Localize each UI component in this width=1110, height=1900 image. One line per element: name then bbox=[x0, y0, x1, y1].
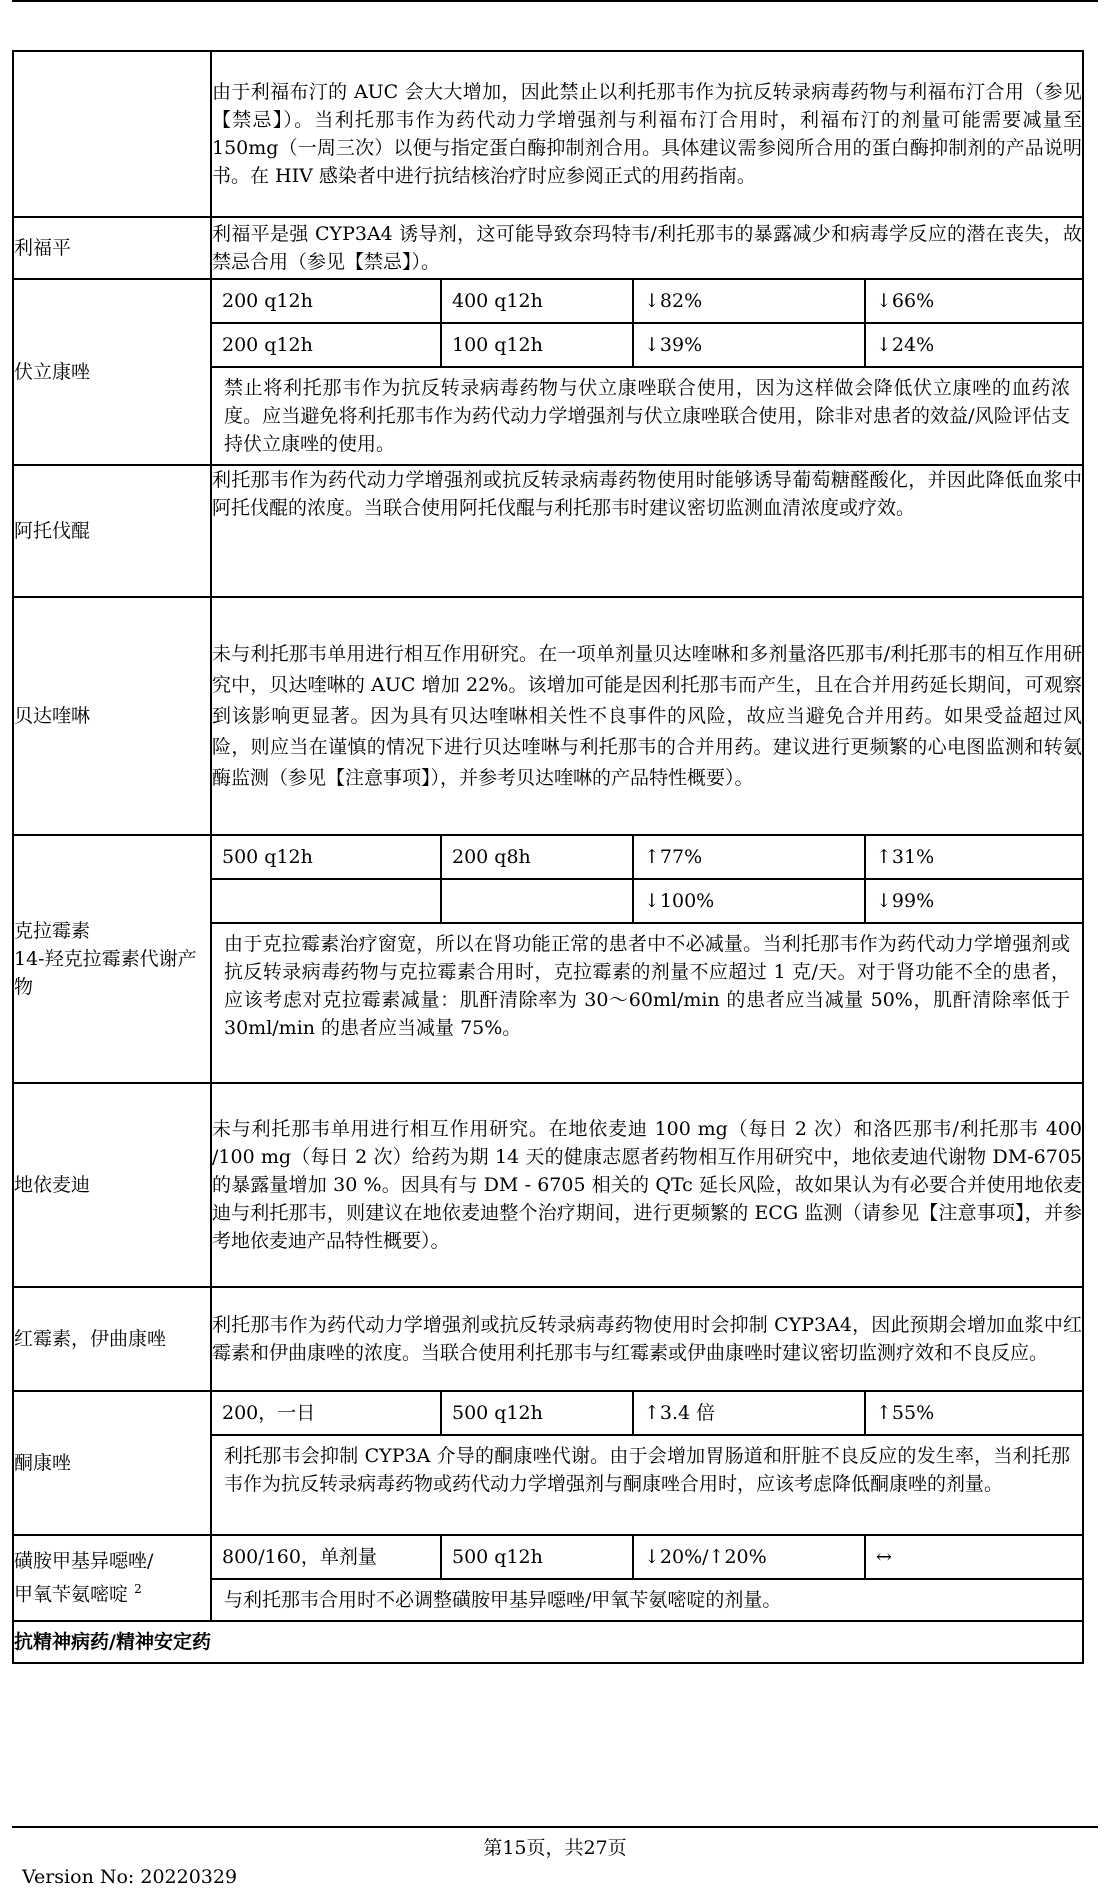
recommendation-text: 由于克拉霉素治疗窗宽，所以在肾功能正常的患者中不必减量。当利托那韦作为药代动力学增强剂或抗反转录病毒药物与克拉霉素合用时，克拉霉素的剂量不应超过 1 克/天。对于肾功能不全的患者，应该考虑对克拉霉素减量：肌酐清除率为 30～60ml/min 的患者应当减量 50%，肌酐清除率低于 30ml/min 的患者应当减量 75%。 bbox=[224, 933, 1070, 1039]
table-row bbox=[13, 1391, 1083, 1535]
cmax-change: ↑55% bbox=[876, 1402, 935, 1424]
cmax-change: ↓66% bbox=[876, 290, 935, 312]
table-row bbox=[13, 465, 1083, 597]
auc-change: ↓20%/↑20% bbox=[634, 1536, 866, 1578]
dose-coadmin bbox=[212, 880, 442, 922]
drug-name bbox=[13, 1535, 211, 1621]
drug-name-line bbox=[14, 1575, 210, 1608]
recommendation-text: 与利托那韦合用时不必调整磺胺甲基异噁唑/甲氧苄氨嘧啶的剂量。 bbox=[224, 1589, 782, 1611]
table-row bbox=[13, 835, 1083, 1083]
recommendation-text: 未与利托那韦单用进行相互作用研究。在一项单剂量贝达喹啉和多剂量洛匹那韦/利托那韦的相互作用研究中，贝达喹啉的 AUC 增加 22%。该增加可能是因利托那韦而产生，且在合并用药延长期间，可观察到该影响更显著。因为具有贝达喹啉相关性不良事件的风险，故应当避免合并用药。如果受益超过风险，则应当在谨慎的情况下进行贝达喹啉与利托那韦的合并用药。建议进行更频繁的心电图监测和转氨酶监测（参见【注意事项】），并参考贝达喹啉的产品特性概要）。 bbox=[211, 597, 1083, 835]
cmax-change: ↔ bbox=[876, 1546, 892, 1568]
drug-name-line: 14-羟克拉霉素代谢产物 bbox=[14, 948, 197, 998]
drug-name: 阿托伐醌 bbox=[13, 465, 211, 597]
table-row bbox=[13, 597, 1083, 835]
dose-coadmin: 500 q12h bbox=[212, 836, 442, 878]
recommendation-text: 利托那韦会抑制 CYP3A 介导的酮康唑代谢。由于会增加胃肠道和肝脏不良反应的发生率，当利托那韦作为抗反转录病毒药物或药代动力学增强剂与酮康唑合用时，应该考虑降低酮康唑的剂量。 bbox=[224, 1445, 1070, 1495]
auc-change: ↑77% bbox=[634, 836, 866, 878]
pk-subrow bbox=[212, 1392, 1082, 1436]
table-row bbox=[13, 51, 1083, 217]
dose-ritonavir bbox=[442, 880, 634, 922]
dose-ritonavir: 200 q8h bbox=[442, 836, 634, 878]
table-row bbox=[13, 217, 1083, 279]
dose-ritonavir: 100 q12h bbox=[442, 324, 634, 366]
drug-name: 伏立康唑 bbox=[13, 279, 211, 465]
dose-coadmin: 200 q12h bbox=[212, 324, 442, 366]
table-row bbox=[13, 1287, 1083, 1391]
footnote-ref: 2 bbox=[134, 1582, 142, 1597]
page-number: 第15页，共27页 bbox=[483, 1837, 627, 1859]
footer-rule bbox=[12, 1826, 1098, 1828]
table-row bbox=[13, 279, 1083, 465]
auc-change: ↑3.4 倍 bbox=[634, 1392, 866, 1434]
dose-coadmin: 200 q12h bbox=[212, 280, 442, 322]
recommendation-text: 由于利福布汀的 AUC 会大大增加，因此禁止以利托那韦作为抗反转录病毒药物与利福布汀合用（参见【禁忌】）。当利托那韦作为药代动力学增强剂与利福布汀合用时，利福布汀的剂量可能需要减量至 150mg（一周三次）以便与指定蛋白酶抑制剂合用。具体建议需参阅所合用的蛋白酶抑制剂的产品说明书。在 HIV 感染者中进行抗结核治疗时应参阅正式的用药指南。 bbox=[211, 51, 1083, 217]
drug-name-line: 克拉霉素 bbox=[14, 920, 91, 942]
section-row bbox=[13, 1621, 1083, 1663]
dose-ritonavir: 500 q12h bbox=[442, 1536, 634, 1578]
pk-subrow bbox=[212, 1536, 1082, 1580]
auc-change: ↓39% bbox=[634, 324, 866, 366]
table-row bbox=[13, 1083, 1083, 1287]
section-heading: 抗精神病药/精神安定药 bbox=[13, 1621, 1083, 1663]
drug-name: 红霉素，伊曲康唑 bbox=[13, 1287, 211, 1391]
auc-change: ↓100% bbox=[634, 880, 866, 922]
table-row bbox=[13, 1535, 1083, 1621]
recommendation-text: 利福平是强 CYP3A4 诱导剂，这可能导致奈玛特韦/利托那韦的暴露减少和病毒学反应的潜在丧失，故禁忌合用（参见【禁忌】）。 bbox=[211, 217, 1083, 279]
recommendation-text: 利托那韦作为药代动力学增强剂或抗反转录病毒药物使用时会抑制 CYP3A4，因此预期会增加血浆中红霉素和伊曲康唑的浓度。当联合使用利托那韦与红霉素或伊曲康唑时建议密切监测疗效和不良反应。 bbox=[211, 1287, 1083, 1391]
cmax-change: ↓24% bbox=[876, 334, 935, 356]
drug-name: 地依麦迪 bbox=[13, 1083, 211, 1287]
cmax-change: ↓99% bbox=[876, 890, 935, 912]
cmax-change: ↑31% bbox=[876, 846, 935, 868]
dose-ritonavir: 500 q12h bbox=[442, 1392, 634, 1434]
drug-name-text: 甲氧苄氨嘧啶 bbox=[14, 1583, 129, 1606]
drug-name-line: 磺胺甲基异噁唑/ bbox=[14, 1550, 154, 1573]
version-number: Version No: 20220329 bbox=[22, 1866, 238, 1888]
recommendation-text: 利托那韦作为药代动力学增强剂或抗反转录病毒药物使用时能够诱导葡萄糖醛酸化，并因此降低血浆中阿托伐醌的浓度。当联合使用阿托伐醌与利托那韦时建议密切监测血清浓度或疗效。 bbox=[211, 465, 1083, 597]
pk-subrow bbox=[212, 280, 1082, 324]
drug-name: 酮康唑 bbox=[13, 1391, 211, 1535]
dose-coadmin: 800/160，单剂量 bbox=[212, 1536, 442, 1578]
pk-subrow bbox=[212, 880, 1082, 924]
dose-ritonavir: 400 q12h bbox=[442, 280, 634, 322]
drug-name: 贝达喹啉 bbox=[13, 597, 211, 835]
recommendation-text: 未与利托那韦单用进行相互作用研究。在地依麦迪 100 mg（每日 2 次）和洛匹那韦/利托那韦 400 /100 mg（每日 2 次）给药为期 14 天的健康志愿者药物相互作用研究中，地依麦迪代谢物 DM-6705 的暴露量增加 30 %。因具有与 DM - 6705 相关的 QTc 延长风险，故如果认为有必要合并使用地依麦迪与利托那韦，则建议在地依麦迪整个治疗期间，进行更频繁的 ECG 监测（请参见【注意事项】，并参考地依麦迪产品特性概要）。 bbox=[211, 1083, 1083, 1287]
auc-change: ↓82% bbox=[634, 280, 866, 322]
drug-name: 利福平 bbox=[13, 217, 211, 279]
drug-cell bbox=[13, 51, 211, 217]
pk-subrow bbox=[212, 836, 1082, 880]
recommendation-text: 禁止将利托那韦作为抗反转录病毒药物与伏立康唑联合使用，因为这样做会降低伏立康唑的血药浓度。应当避免将利托那韦作为药代动力学增强剂与伏立康唑联合使用，除非对患者的效益/风险评估支持伏立康唑的使用。 bbox=[224, 377, 1070, 455]
interaction-table bbox=[12, 50, 1084, 1664]
header-rule bbox=[12, 0, 1098, 2]
dose-coadmin: 200，一日 bbox=[212, 1392, 442, 1434]
pk-subrow bbox=[212, 324, 1082, 368]
drug-name bbox=[13, 835, 211, 1083]
